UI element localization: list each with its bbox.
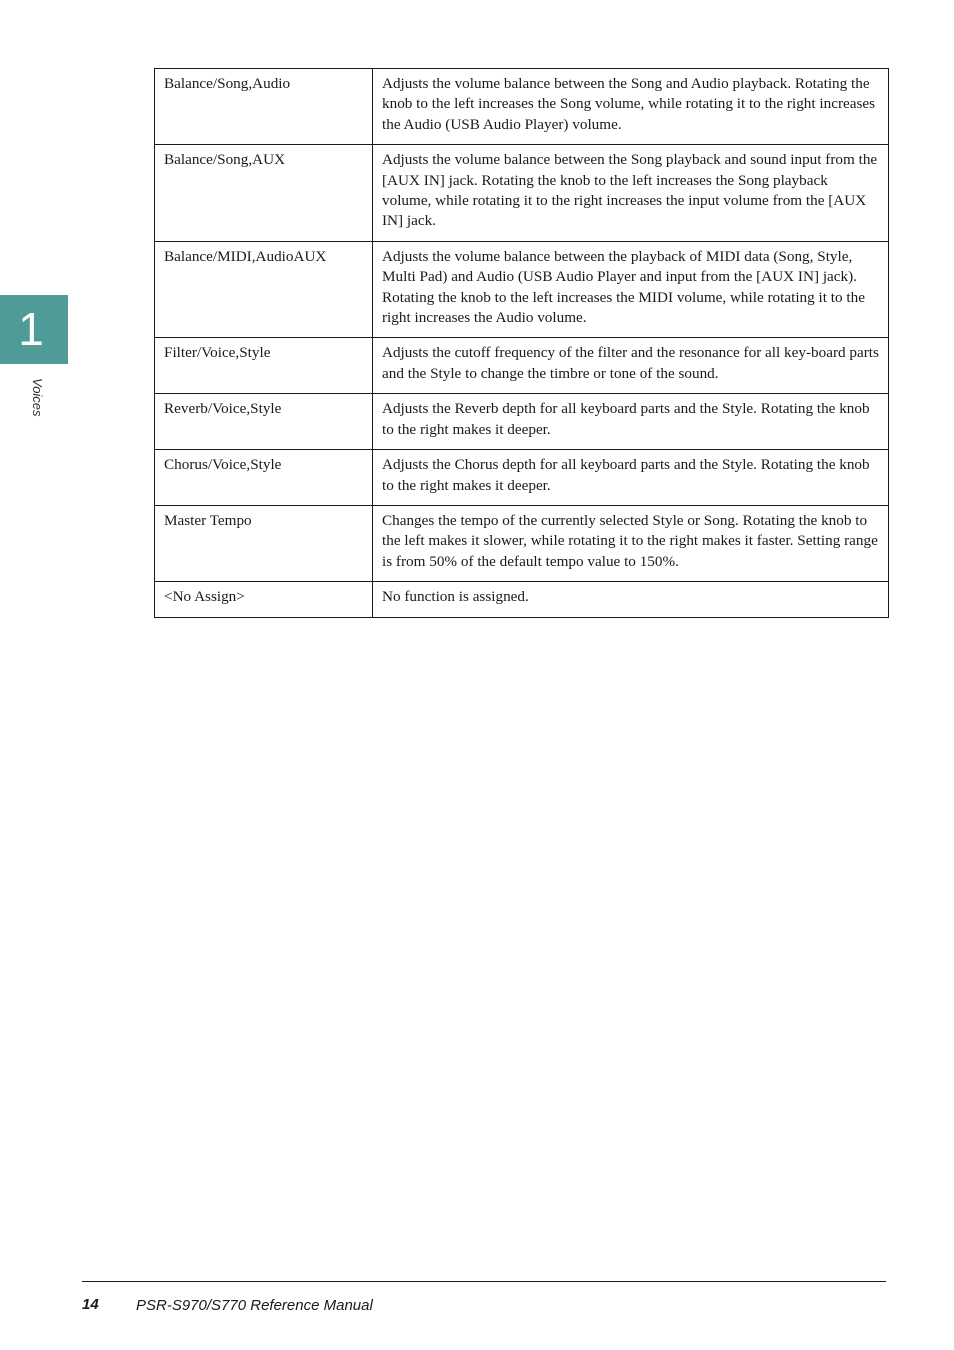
- table-row: [155, 69, 889, 145]
- chapter-label: Voices: [30, 378, 45, 417]
- table-row: [155, 338, 889, 394]
- function-name: Balance/Song,AUX: [155, 145, 373, 242]
- table-row: [155, 394, 889, 450]
- function-description: Adjusts the volume balance between the playback of MIDI data (Song, Style, Multi Pad) and Audio (USB Audio Player and input from the [AUX IN] jack). Rotating the knob to the left increases the MIDI volume, while rotating it to the right increases the Audio volume.: [373, 241, 889, 338]
- function-name: Balance/MIDI,AudioAUX: [155, 241, 373, 338]
- table-row: [155, 505, 889, 581]
- table-row: [155, 582, 889, 617]
- function-description: Adjusts the Chorus depth for all keyboard parts and the Style. Rotating the knob to the right makes it deeper.: [373, 450, 889, 506]
- function-name: Filter/Voice,Style: [155, 338, 373, 394]
- manual-title: PSR-S970/S770 Reference Manual: [136, 1297, 373, 1314]
- function-description: Adjusts the volume balance between the Song and Audio playback. Rotating the knob to the left increases the Song volume, while rotating it to the right increases the Audio (USB Audio Player) volume.: [373, 69, 889, 145]
- chapter-tab: [0, 295, 68, 364]
- table-row: [155, 450, 889, 506]
- function-name: <No Assign>: [155, 582, 373, 617]
- table-row: [155, 241, 889, 338]
- function-description: Adjusts the volume balance between the Song playback and sound input from the [AUX IN] jack. Rotating the knob to the left increases the Song playback volume, while rotating it to the right increases the input volume from the [AUX IN] jack.: [373, 145, 889, 242]
- chapter-number: 1: [18, 303, 44, 355]
- function-name: Chorus/Voice,Style: [155, 450, 373, 506]
- table-row: [155, 145, 889, 242]
- function-description: No function is assigned.: [373, 582, 889, 617]
- function-description: Adjusts the Reverb depth for all keyboard parts and the Style. Rotating the knob to the right makes it deeper.: [373, 394, 889, 450]
- function-name: Balance/Song,Audio: [155, 69, 373, 145]
- function-name: Master Tempo: [155, 505, 373, 581]
- function-description: Changes the tempo of the currently selected Style or Song. Rotating the knob to the left makes it slower, while rotating it to the right makes it faster. Setting range is from 50% of the default tempo value to 150%.: [373, 505, 889, 581]
- page-number: 14: [82, 1296, 99, 1313]
- function-description: Adjusts the cutoff frequency of the filter and the resonance for all key-board parts and the Style to change the timbre or tone of the sound.: [373, 338, 889, 394]
- function-name: Reverb/Voice,Style: [155, 394, 373, 450]
- footer-divider: [82, 1281, 886, 1282]
- function-table: [154, 68, 889, 618]
